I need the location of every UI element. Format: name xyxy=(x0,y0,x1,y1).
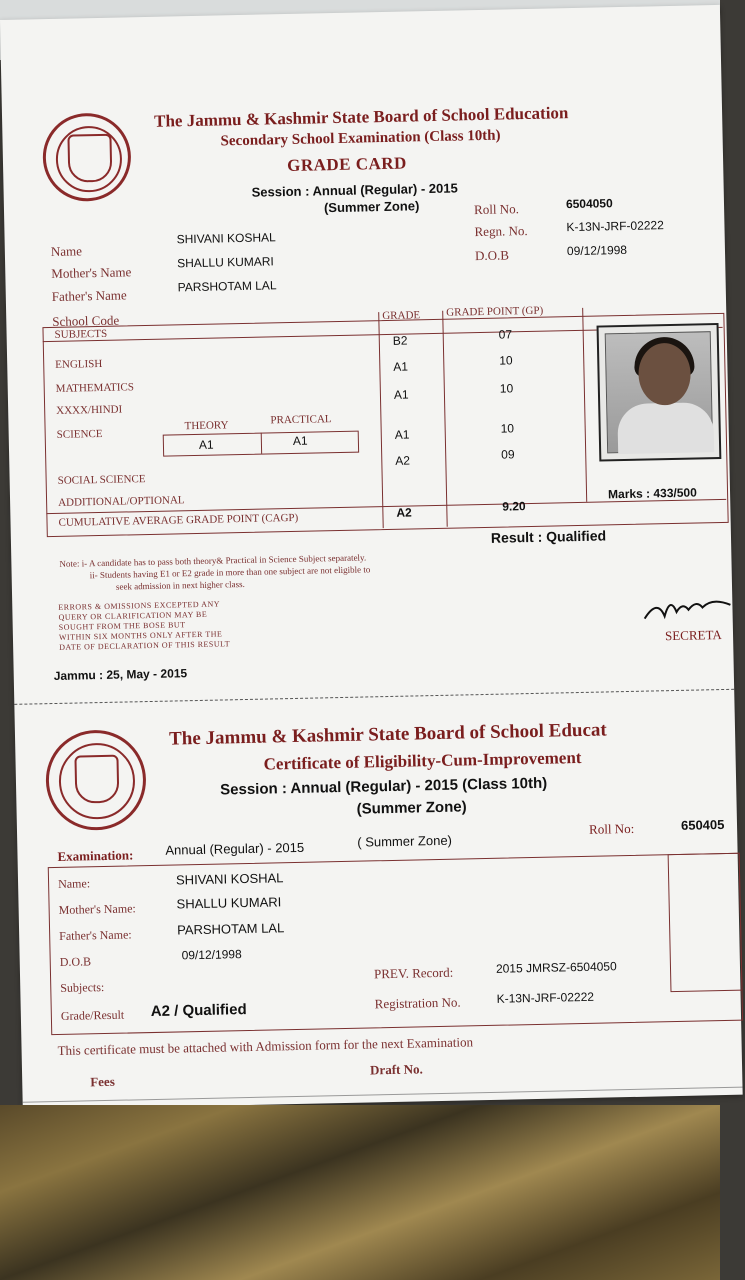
subject-grade-point: 07 xyxy=(498,327,513,342)
grade-header: GRADE xyxy=(382,309,421,323)
cert-father-label: Father's Name: xyxy=(59,927,132,943)
subject-name: XXXX/HINDI xyxy=(56,403,123,417)
plastic-sleeve-background xyxy=(0,1105,720,1280)
mother-value: SHALLU KUMARI xyxy=(176,254,274,271)
draft-label: Draft No. xyxy=(369,1061,423,1078)
cert-roll-value: 650405 xyxy=(680,817,725,833)
cert-subjects-label: Subjects: xyxy=(60,980,105,995)
zone: (Summer Zone) xyxy=(323,198,420,216)
dob-label: D.O.B xyxy=(474,247,510,264)
cut-line xyxy=(14,689,734,705)
fees-label: Fees xyxy=(90,1073,115,1090)
subject-name: ADDITIONAL/OPTIONAL xyxy=(57,494,185,509)
errors-notice xyxy=(58,599,230,653)
cert-roll-label: Roll No: xyxy=(588,820,635,837)
errors-line: ERRORS & OMISSIONS EXCEPTED ANY xyxy=(58,599,221,612)
cert-zone: (Summer Zone) xyxy=(356,798,467,818)
exam-zone: ( Summer Zone) xyxy=(357,832,453,850)
cert-grade-label: Grade/Result xyxy=(60,1007,125,1023)
cert-session: Session : Annual (Regular) - 2015 (Class 10th) xyxy=(219,774,548,799)
cert-title: Certificate of Eligibility-Cum-Improvement xyxy=(263,747,582,774)
prev-record-label: PREV. Record: xyxy=(373,964,454,982)
subjects-header: SUBJECTS xyxy=(54,327,108,341)
cagp-value: 9.20 xyxy=(502,499,526,514)
note-1: Note: i- A candidate has to pass both theory& Practical in Science Subject separately. xyxy=(59,552,367,569)
document-sheet xyxy=(0,5,743,1110)
roll-value: 6504050 xyxy=(565,196,613,212)
cert-mother-label: Mother's Name: xyxy=(58,901,136,917)
cert-photo-box xyxy=(668,853,743,992)
exam-title: Secondary School Examination (Class 10th) xyxy=(220,127,501,150)
subject-name: SOCIAL SCIENCE xyxy=(57,473,146,487)
regn-value: K-13N-JRF-02222 xyxy=(566,218,664,235)
cagp-label: CUMULATIVE AVERAGE GRADE POINT (CAGP) xyxy=(58,511,299,529)
subject-grade-point: 10 xyxy=(499,353,513,368)
school-code-label: School Code xyxy=(52,312,120,329)
board-title: The Jammu & Kashmir State Board of School Education xyxy=(153,103,569,131)
grade-point-header: GRADE POINT (GP) xyxy=(446,304,544,319)
session: Session : Annual (Regular) - 2015 xyxy=(251,180,458,200)
name-value: SHIVANI KOSHAL xyxy=(176,230,276,247)
prev-record-value: 2015 JMRSZ-6504050 xyxy=(495,959,617,976)
practical-label: PRACTICAL xyxy=(270,413,332,427)
father-label: Father's Name xyxy=(51,287,127,304)
subject-grade: B2 xyxy=(392,333,408,348)
registration-label: Registration No. xyxy=(374,994,461,1012)
exam-value: Annual (Regular) - 2015 xyxy=(165,839,305,858)
subject-grade-point: 10 xyxy=(500,421,515,436)
subject-name: MATHEMATICS xyxy=(55,381,135,395)
cert-father-value: PARSHOTAM LAL xyxy=(176,920,285,938)
signature-icon xyxy=(642,587,733,629)
dob-value: 09/12/1998 xyxy=(566,242,628,259)
mother-label: Mother's Name xyxy=(51,264,132,281)
note-2: ii- Students having E1 or E2 grade in more than one subject are not eligible to xyxy=(89,564,371,581)
student-photo xyxy=(597,323,722,462)
subject-grade: A1 xyxy=(393,359,409,374)
card-title: GRADE CARD xyxy=(286,153,408,176)
subject-name: SCIENCE xyxy=(56,427,103,441)
errors-line: SOUGHT FROM THE BOSE BUT xyxy=(58,620,186,632)
cert-name-value: SHIVANI KOSHAL xyxy=(175,870,284,888)
cert-board-title: The Jammu & Kashmir State Board of School Educat xyxy=(168,719,607,750)
regn-label: Regn. No. xyxy=(474,222,528,240)
subject-grade: A1 xyxy=(394,427,410,442)
exam-label: Examination: xyxy=(57,847,134,864)
cert-dob-label: D.O.B xyxy=(59,954,92,969)
result: Result : Qualified xyxy=(490,527,607,546)
subject-grade-point: 10 xyxy=(499,381,514,396)
secretary-label: SECRETA xyxy=(664,627,722,644)
theory-label: THEORY xyxy=(184,419,229,433)
attach-note: This certificate must be attached with Admission form for the next Examination xyxy=(57,1034,474,1059)
registration-value: K-13N-JRF-02222 xyxy=(496,989,595,1006)
cert-name-label: Name: xyxy=(57,876,91,891)
cagp-grade: A2 xyxy=(396,505,412,520)
subject-grade-point: 09 xyxy=(501,447,515,462)
father-value: PARSHOTAM LAL xyxy=(177,278,277,295)
note-3: seek admission in next higher class. xyxy=(115,578,245,592)
marks: Marks : 433/500 xyxy=(607,485,697,502)
subject-name: ENGLISH xyxy=(55,357,103,371)
cert-grade-value: A2 / Qualified xyxy=(150,1001,247,1021)
name-label: Name xyxy=(50,243,83,259)
subject-grade: A2 xyxy=(395,453,411,468)
errors-line: WITHIN SIX MONTHS ONLY AFTER THE xyxy=(58,629,223,642)
board-seal-icon xyxy=(42,112,132,202)
cert-mother-value: SHALLU KUMARI xyxy=(176,894,282,912)
subject-grade: A1 xyxy=(393,387,409,402)
roll-label: Roll No. xyxy=(473,201,520,218)
place-date: Jammu : 25, May - 2015 xyxy=(53,666,188,684)
practical-grade: A1 xyxy=(292,433,308,448)
cert-dob-value: 09/12/1998 xyxy=(181,947,242,963)
errors-line: DATE OF DECLARATION OF THIS RESULT xyxy=(59,639,231,652)
errors-line: QUERY OR CLARIFICATION MAY BE xyxy=(58,609,208,622)
board-seal-icon-2 xyxy=(45,729,147,831)
theory-grade: A1 xyxy=(198,437,214,452)
